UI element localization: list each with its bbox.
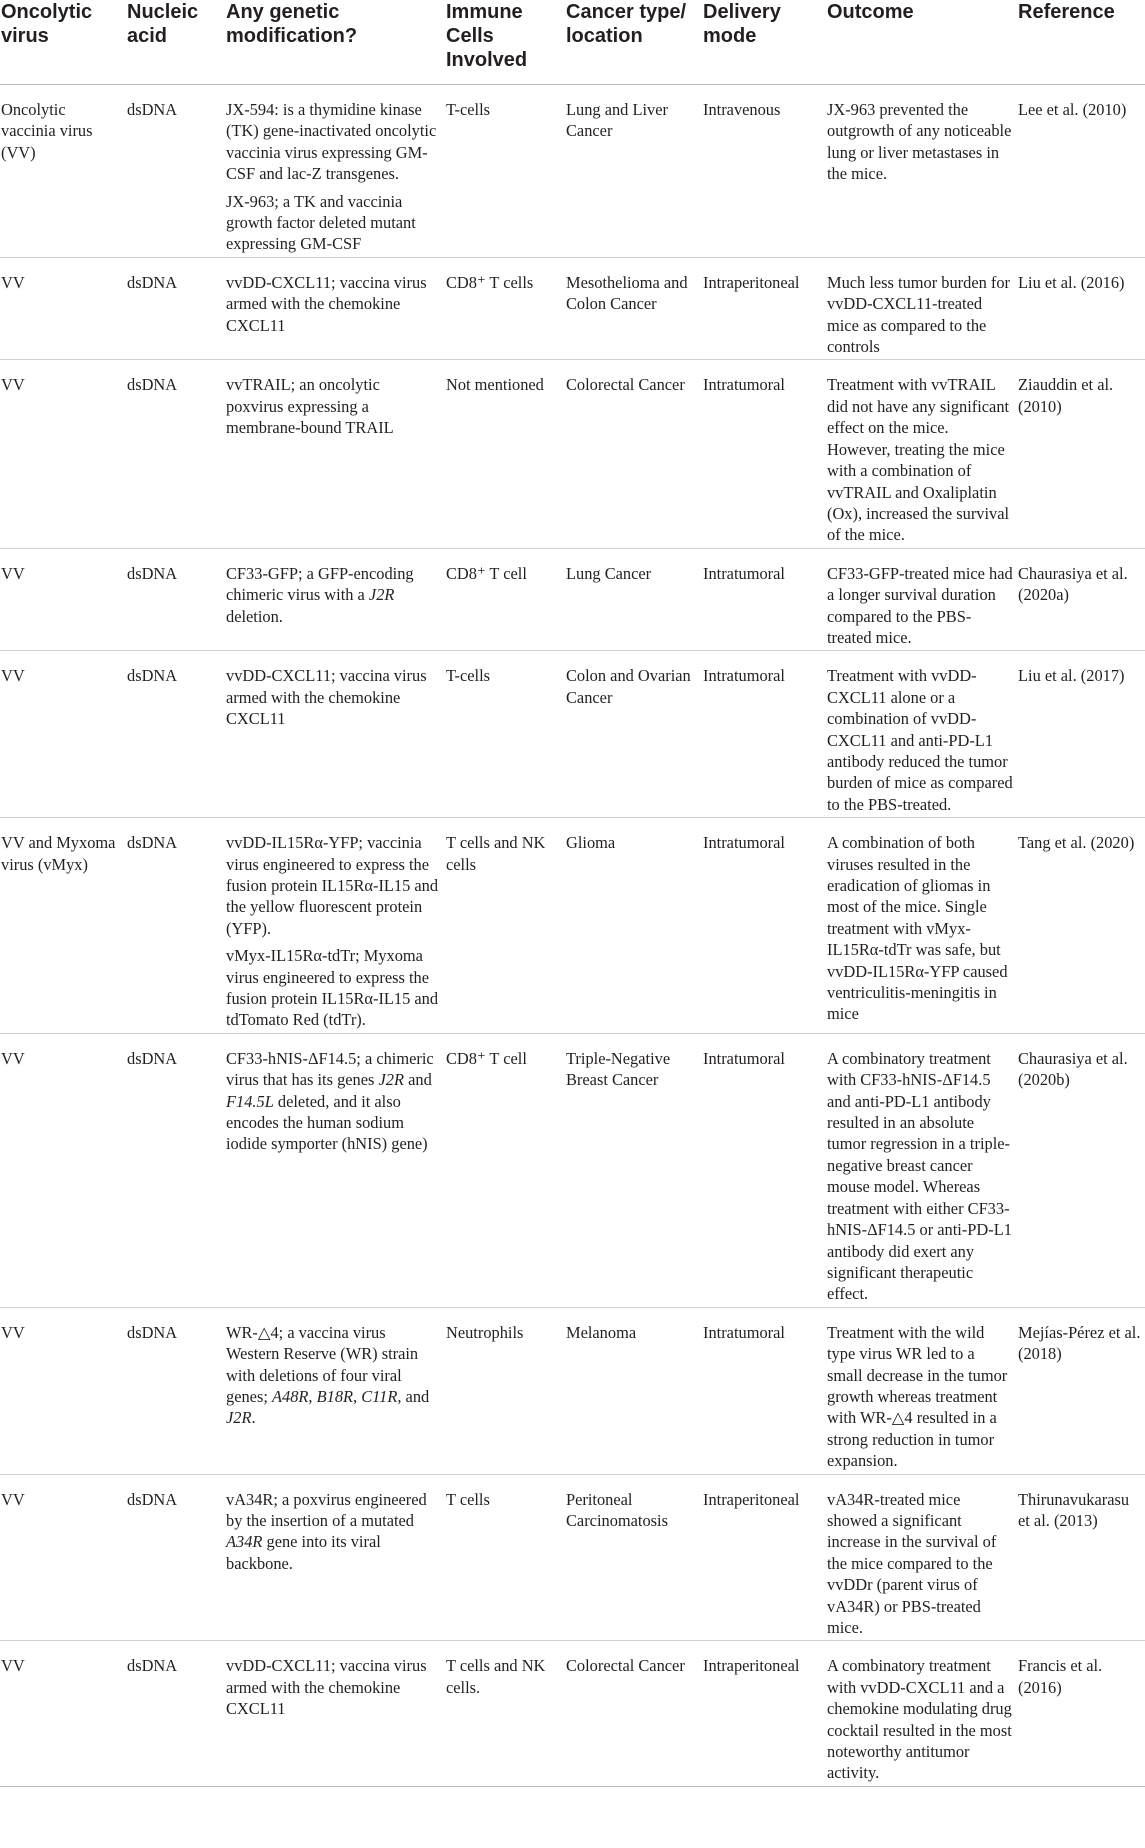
modification-text-2: vMyx-IL15Rα-tdTr; Myxoma virus engineered to express the fusion protein IL15Rα-IL15 and tdTomato Red (tdTr). xyxy=(226,946,439,1030)
cell-virus: VV xyxy=(0,651,126,818)
table-row xyxy=(0,818,1145,1034)
cell-cancer-type: Mesothelioma and Colon Cancer xyxy=(565,257,702,360)
gene-name: J2R xyxy=(368,585,395,605)
header-nucleic-acid: Nucleic acid xyxy=(126,0,225,85)
gene-name: C11R xyxy=(361,1386,398,1406)
cell-outcome: CF33-GFP-treated mice had a longer survival duration compared to the PBS-treated mice. xyxy=(826,548,1017,651)
cell-virus: VV xyxy=(0,1033,126,1307)
cell-cancer-type: Glioma xyxy=(565,818,702,1034)
cell-modification: vvDD-CXCL11; vaccina virus armed with the chemokine CXCL11 xyxy=(225,257,445,360)
header-genetic-modification: Any genetic modification? xyxy=(225,0,445,85)
cell-delivery-mode: Intratumoral xyxy=(702,1307,826,1474)
cell-nucleic-acid: dsDNA xyxy=(126,1307,225,1474)
cell-reference: Liu et al. (2017) xyxy=(1017,651,1145,818)
cell-outcome: Much less tumor burden for vvDD-CXCL11-treated mice as compared to the controls xyxy=(826,257,1017,360)
cell-nucleic-acid: dsDNA xyxy=(126,1641,225,1786)
cell-modification: vvDD-CXCL11; vaccina virus armed with the chemokine CXCL11 xyxy=(225,651,445,818)
modification-text-2: JX-963; a TK and vaccinia growth factor deleted mutant expressing GM-CSF xyxy=(226,191,416,254)
cell-reference: Mejías-Pérez et al. (2018) xyxy=(1017,1307,1145,1474)
cell-virus: VV xyxy=(0,548,126,651)
cell-virus: VV and Myxoma virus (vMyx) xyxy=(0,818,126,1034)
cell-cancer-type: Peritoneal Carcinomatosis xyxy=(565,1474,702,1641)
cell-immune-cells: CD8⁺ T cell xyxy=(445,548,565,651)
cell-reference: Chaurasiya et al. (2020b) xyxy=(1017,1033,1145,1307)
table-row xyxy=(0,257,1145,360)
modification-text: CF33-GFP; a GFP-encoding chimeric virus with a xyxy=(226,563,414,605)
cell-cancer-type: Colorectal Cancer xyxy=(565,360,702,548)
cell-outcome: A combinatory treatment with CF33-hNIS-ΔF14.5 and anti-PD-L1 antibody resulted in an absolute tumor regression in a triple-negative breast cancer mouse model. Whereas treatment with either CF33-hNIS-ΔF14.5 or anti-PD-L1 antibody did exert any significant therapeutic effect. xyxy=(826,1033,1017,1307)
gene-name: A34R xyxy=(226,1532,263,1552)
gene-name: B18R xyxy=(316,1386,354,1406)
table-row xyxy=(0,548,1145,651)
cell-reference: Chaurasiya et al. (2020a) xyxy=(1017,548,1145,651)
cell-nucleic-acid: dsDNA xyxy=(126,360,225,548)
modification-text: JX-594: is a thymidine kinase (TK) gene-inactivated oncolytic vaccinia virus expressing GM-CSF and lac-Z transgenes. xyxy=(226,100,437,184)
header-row xyxy=(0,0,1145,85)
cell-modification xyxy=(225,1474,445,1641)
modification-text: gene into its viral backbone. xyxy=(226,1532,381,1573)
cell-modification: vvTRAIL; an oncolytic poxvirus expressing a membrane-bound TRAIL xyxy=(225,360,445,548)
gene-name: F14.5L xyxy=(226,1091,274,1111)
cell-outcome: Treatment with the wild type virus WR led to a small decrease in the tumor growth whereas treatment with WR-△4 resulted in a strong reduction in tumor expansion. xyxy=(826,1307,1017,1474)
cell-reference: Tang et al. (2020) xyxy=(1017,818,1145,1034)
separator-text: , xyxy=(353,1386,362,1406)
cell-delivery-mode: Intraperitoneal xyxy=(702,257,826,360)
gene-name: J2R xyxy=(378,1070,404,1090)
header-oncolytic-virus: Oncolytic virus xyxy=(0,0,126,85)
modification-text: . xyxy=(251,1408,256,1428)
cell-immune-cells: T cells and NK cells. xyxy=(445,1641,565,1786)
cell-nucleic-acid: dsDNA xyxy=(126,85,225,258)
gene-name: A48R xyxy=(271,1386,309,1406)
cell-immune-cells: T-cells xyxy=(445,651,565,818)
cell-reference: Thirunavukarasu et al. (2013) xyxy=(1017,1474,1145,1641)
header-outcome: Outcome xyxy=(826,0,1017,85)
cell-reference: Liu et al. (2016) xyxy=(1017,257,1145,360)
cell-delivery-mode: Intraperitoneal xyxy=(702,1641,826,1786)
cell-virus: VV xyxy=(0,1641,126,1786)
cell-reference: Lee et al. (2010) xyxy=(1017,85,1145,258)
cell-modification xyxy=(225,1033,445,1307)
cell-modification xyxy=(225,85,445,258)
modification-text: vA34R; a poxvirus engineered by the insertion of a mutated xyxy=(226,1489,427,1530)
cell-virus: VV xyxy=(0,257,126,360)
cell-reference: Ziauddin et al. (2010) xyxy=(1017,360,1145,548)
separator-text: , and xyxy=(397,1386,430,1406)
cell-outcome: vA34R-treated mice showed a significant increase in the survival of the mice compared to the vvDDr (parent virus of vA34R) or PBS-treated mice. xyxy=(826,1474,1017,1641)
header-delivery-mode: Delivery mode xyxy=(702,0,826,85)
cell-immune-cells: T-cells xyxy=(445,85,565,258)
table-row xyxy=(0,1033,1145,1307)
cell-cancer-type: Melanoma xyxy=(565,1307,702,1474)
cell-delivery-mode: Intratumoral xyxy=(702,360,826,548)
cell-outcome: JX-963 prevented the outgrowth of any noticeable lung or liver metastases in the mice. xyxy=(826,85,1017,258)
cell-nucleic-acid: dsDNA xyxy=(126,1474,225,1641)
gene-name: J2R xyxy=(226,1408,252,1428)
cell-virus: VV xyxy=(0,360,126,548)
table-row xyxy=(0,1474,1145,1641)
separator-text: , xyxy=(308,1386,317,1406)
modification-text: CF33-hNIS-ΔF14.5; a chimeric virus that has its genes xyxy=(226,1048,434,1090)
cell-delivery-mode: Intratumoral xyxy=(702,818,826,1034)
cell-immune-cells: Not mentioned xyxy=(445,360,565,548)
cell-delivery-mode: Intratumoral xyxy=(702,1033,826,1307)
modification-text: WR-△4; a vaccina virus Western Reserve (WR) strain with deletions of four viral genes; xyxy=(226,1322,419,1406)
cell-modification xyxy=(225,1307,445,1474)
cell-delivery-mode: Intratumoral xyxy=(702,651,826,818)
cell-modification: vvDD-CXCL11; vaccina virus armed with the chemokine CXCL11 xyxy=(225,1641,445,1786)
cell-modification xyxy=(225,548,445,651)
cell-virus: VV xyxy=(0,1474,126,1641)
header-immune-cells: Immune Cells Involved xyxy=(445,0,565,85)
cell-cancer-type: Triple-Negative Breast Cancer xyxy=(565,1033,702,1307)
cell-delivery-mode: Intraperitoneal xyxy=(702,1474,826,1641)
cell-immune-cells: CD8⁺ T cells xyxy=(445,257,565,360)
cell-outcome: A combination of both viruses resulted in the eradication of gliomas in most of the mice. Single treatment with vMyx-IL15Rα-tdTr was safe, but vvDD-IL15Rα-YFP caused ventriculitis-meningitis in mice xyxy=(826,818,1017,1034)
cell-delivery-mode: Intratumoral xyxy=(702,548,826,651)
cell-outcome: A combinatory treatment with vvDD-CXCL11 and a chemokine modulating drug cocktail resulted in the most noteworthy antitumor activity. xyxy=(826,1641,1017,1786)
cell-outcome: Treatment with vvTRAIL did not have any significant effect on the mice. However, treating the mice with a combination of vvTRAIL and Oxaliplatin (Ox), increased the survival of the mice. xyxy=(826,360,1017,548)
cell-cancer-type: Lung and Liver Cancer xyxy=(565,85,702,258)
cell-immune-cells: Neutrophils xyxy=(445,1307,565,1474)
cell-delivery-mode: Intravenous xyxy=(702,85,826,258)
cell-modification xyxy=(225,818,445,1034)
modification-text: deletion. xyxy=(226,606,283,626)
cell-cancer-type: Colon and Ovarian Cancer xyxy=(565,651,702,818)
cell-immune-cells: CD8⁺ T cell xyxy=(445,1033,565,1307)
cell-outcome: Treatment with vvDD-CXCL11 alone or a combination of vvDD-CXCL11 and anti-PD-L1 antibody reduced the tumor burden of mice as compared to the PBS-treated. xyxy=(826,651,1017,818)
modification-text: and xyxy=(404,1070,432,1090)
cell-nucleic-acid: dsDNA xyxy=(126,1033,225,1307)
cell-cancer-type: Lung Cancer xyxy=(565,548,702,651)
table-header xyxy=(0,0,1145,85)
table-row xyxy=(0,651,1145,818)
table-row xyxy=(0,360,1145,548)
cell-nucleic-acid: dsDNA xyxy=(126,548,225,651)
modification-text: vvDD-IL15Rα-YFP; vaccinia virus engineered to express the fusion protein IL15Rα-IL15 and the yellow fluorescent protein (YFP). xyxy=(226,833,439,938)
header-cancer-type: Cancer type/ location xyxy=(565,0,702,85)
table-row xyxy=(0,1641,1145,1786)
cell-virus: Oncolytic vaccinia virus (VV) xyxy=(0,85,126,258)
cell-nucleic-acid: dsDNA xyxy=(126,257,225,360)
cell-immune-cells: T cells xyxy=(445,1474,565,1641)
header-reference: Reference xyxy=(1017,0,1145,85)
modification-text: deleted, and it also encodes the human sodium iodide symporter (hNIS) gene) xyxy=(226,1091,428,1154)
cell-immune-cells: T cells and NK cells xyxy=(445,818,565,1034)
cell-nucleic-acid: dsDNA xyxy=(126,818,225,1034)
cell-reference: Francis et al. (2016) xyxy=(1017,1641,1145,1786)
cell-virus: VV xyxy=(0,1307,126,1474)
cell-cancer-type: Colorectal Cancer xyxy=(565,1641,702,1786)
table-row xyxy=(0,85,1145,258)
table-row xyxy=(0,1307,1145,1474)
cell-nucleic-acid: dsDNA xyxy=(126,651,225,818)
